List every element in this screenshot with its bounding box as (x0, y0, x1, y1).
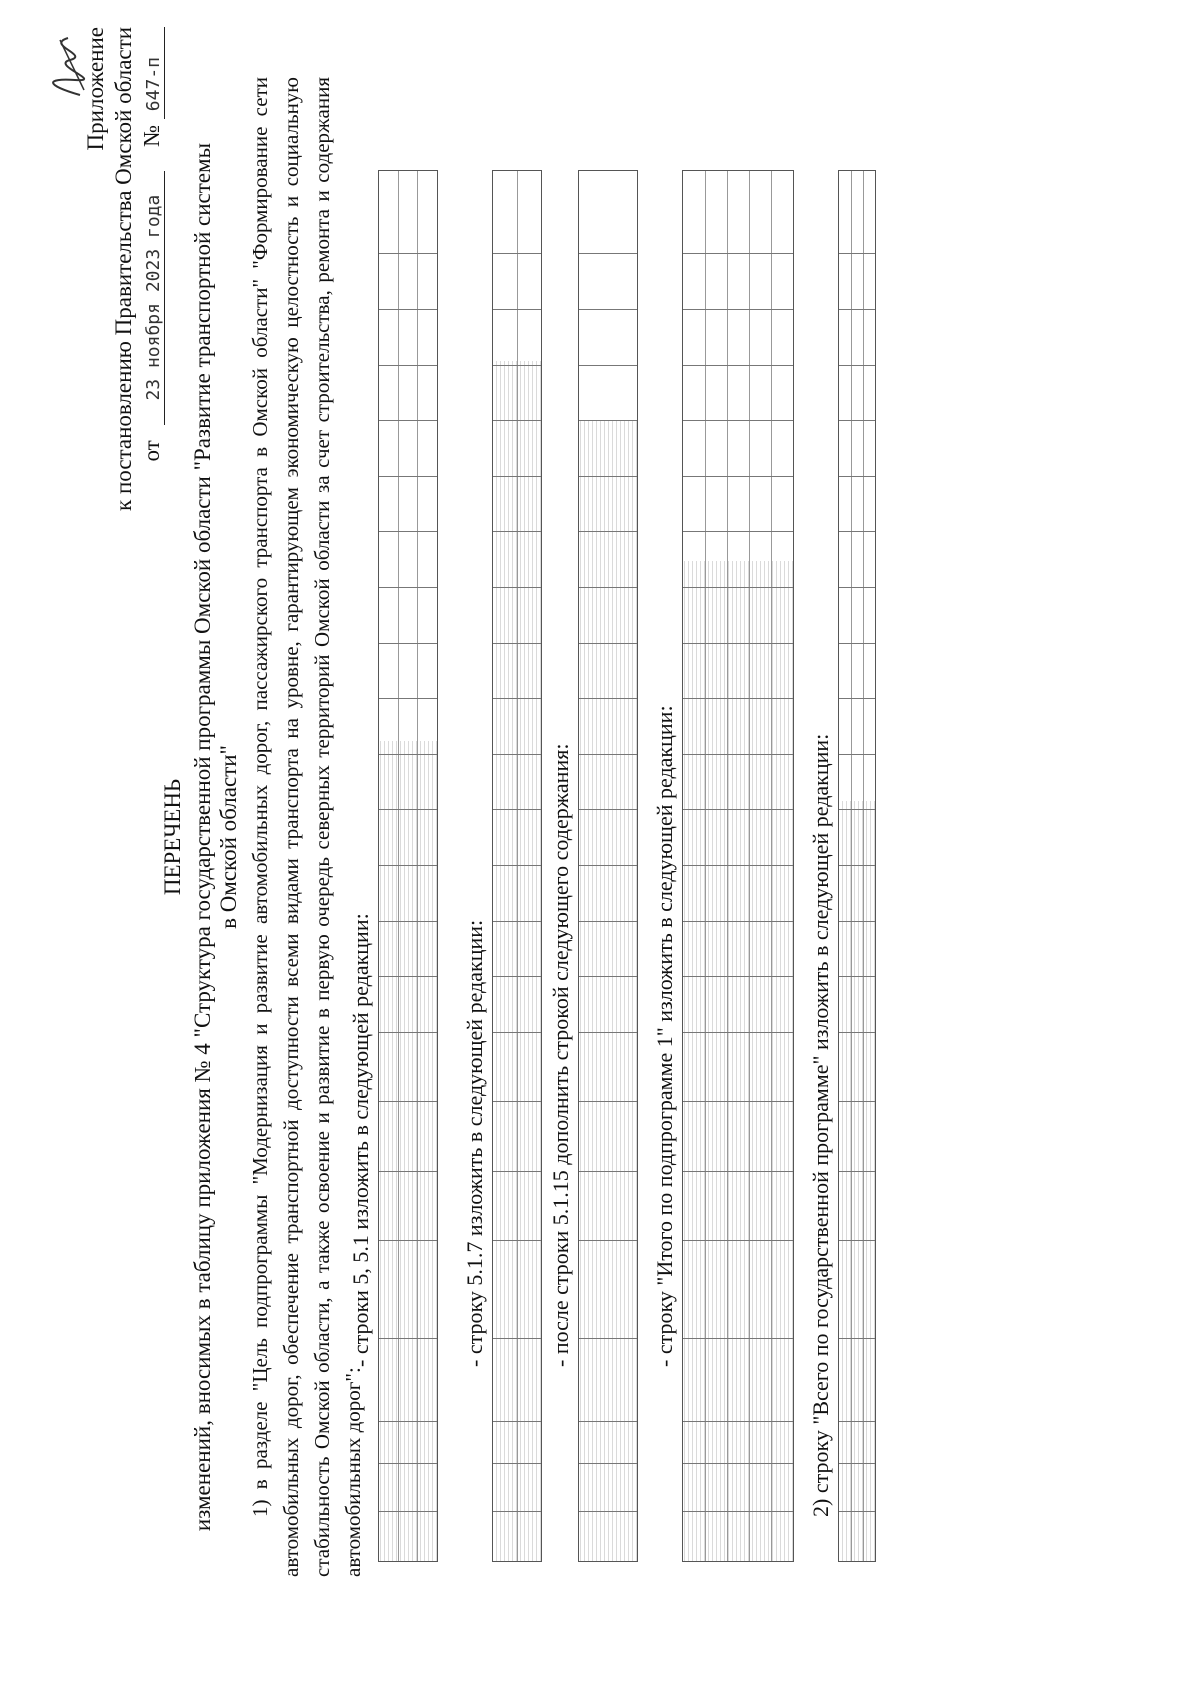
table-column-divider (493, 865, 541, 866)
table-column-divider (683, 1511, 793, 1512)
table-column-divider (379, 365, 437, 366)
table-column-divider (683, 643, 793, 644)
table-column-divider (683, 1032, 793, 1033)
item-rows-5-5-1: - строки 5, 5.1 изложить в следующей редакции: (348, 913, 373, 1367)
table-column-divider (683, 531, 793, 532)
table-column-divider (683, 587, 793, 588)
table-column-divider (493, 1421, 541, 1422)
table-column-divider (683, 1463, 793, 1464)
table-column-divider (493, 754, 541, 755)
table-column-divider (379, 643, 437, 644)
table-column-divider (493, 1240, 541, 1241)
table-row-5-1-7 (492, 170, 542, 1562)
table-column-divider (579, 1032, 637, 1033)
table-column-divider (839, 1240, 875, 1241)
appendix-header (82, 27, 168, 587)
table-column-divider (579, 643, 637, 644)
table-column-divider (839, 754, 875, 755)
table-new-row (578, 170, 638, 1562)
table-column-divider (579, 309, 637, 310)
table-column-divider (839, 531, 875, 532)
table-column-divider (683, 365, 793, 366)
table-column-divider (379, 1421, 437, 1422)
table-column-divider (579, 1338, 637, 1339)
table-column-divider (683, 1338, 793, 1339)
table-column-divider (683, 309, 793, 310)
table-column-divider (379, 1511, 437, 1512)
table-column-divider (379, 1338, 437, 1339)
table-column-divider (683, 976, 793, 977)
table-column-divider (493, 309, 541, 310)
item-subprogram-total: - строку "Итого по подпрограмме 1" изложить в следующей редакции: (652, 705, 677, 1367)
table-column-divider (379, 1171, 437, 1172)
table-column-divider (839, 1171, 875, 1172)
table-column-divider (683, 698, 793, 699)
table-column-divider (839, 253, 875, 254)
table-column-divider (579, 420, 637, 421)
table-column-divider (379, 921, 437, 922)
table-column-divider (683, 754, 793, 755)
table-column-divider (683, 809, 793, 810)
number-label: № (139, 124, 164, 147)
table-column-divider (839, 1421, 875, 1422)
table-column-divider (379, 420, 437, 421)
table-column-divider (493, 1338, 541, 1339)
table-column-divider (493, 1101, 541, 1102)
table-column-divider (839, 865, 875, 866)
paragraph-2: 2) строку "Всего по государственной программе" изложить в следующей редакции: (808, 733, 833, 1517)
table-column-divider (379, 754, 437, 755)
table-column-divider (839, 420, 875, 421)
table-column-divider (683, 865, 793, 866)
table-column-divider (493, 1463, 541, 1464)
title-heading: ПЕРЕЧЕНЬ (160, 778, 185, 896)
table-column-divider (493, 365, 541, 366)
document-title (160, 137, 242, 1537)
table-rows-5-5-1 (378, 170, 438, 1562)
table-column-divider (493, 1511, 541, 1512)
table-column-divider (379, 1032, 437, 1033)
table-column-divider (839, 1101, 875, 1102)
title-subtitle: изменений, вносимых в таблицу приложения № 4 "Структура государственной программы Омской области "Развитие транспортной системы в Омской области" (190, 142, 241, 1532)
table-column-divider (579, 1240, 637, 1241)
table-program-total (838, 170, 876, 1562)
table-column-divider (379, 253, 437, 254)
table-column-divider (379, 1463, 437, 1464)
item-after-5-1-15: - после строки 5.1.15 дополнить строкой следующего содержания: (548, 743, 573, 1367)
table-column-divider (493, 476, 541, 477)
table-column-divider (683, 253, 793, 254)
table-column-divider (839, 1338, 875, 1339)
table-column-divider (579, 253, 637, 254)
table-column-divider (579, 531, 637, 532)
table-column-divider (683, 1171, 793, 1172)
table-column-divider (379, 531, 437, 532)
table-column-divider (839, 1032, 875, 1033)
resolution-line: к постановлению Правительства Омской области (111, 27, 136, 511)
appendix-label: Приложение (83, 27, 108, 151)
table-column-divider (493, 809, 541, 810)
table-column-divider (379, 1240, 437, 1241)
table-column-divider (493, 698, 541, 699)
table-column-divider (683, 1240, 793, 1241)
table-column-divider (839, 643, 875, 644)
table-column-divider (579, 1171, 637, 1172)
table-column-divider (579, 865, 637, 866)
table-column-divider (493, 587, 541, 588)
table-column-divider (493, 643, 541, 644)
table-column-divider (683, 1101, 793, 1102)
table-column-divider (683, 476, 793, 477)
table-column-divider (683, 921, 793, 922)
table-column-divider (839, 809, 875, 810)
table-column-divider (839, 476, 875, 477)
table-column-divider (839, 587, 875, 588)
table-column-divider (579, 754, 637, 755)
table-column-divider (493, 1032, 541, 1033)
table-column-divider (579, 365, 637, 366)
table-column-divider (493, 253, 541, 254)
table-column-divider (579, 921, 637, 922)
table-column-divider (839, 1463, 875, 1464)
paragraph-1: 1) в разделе "Цель подпрограммы "Модернизация и развитие автомобильных дорог, пассажирского транспорта в Омской области" "Формирование сети автомобильных дорог, обеспечение транспортной доступности всеми видами транспорта на уровне, гарантирующем экономическую целостность и социальную стабильность Омской области, а также освоение и развитие в первую очередь северных территорий Омской области за счет строительства, ремонта и содержания автомобильных дорог": (248, 77, 365, 1577)
table-column-divider (379, 976, 437, 977)
table-column-divider (579, 587, 637, 588)
table-column-divider (379, 1101, 437, 1102)
table-column-divider (579, 809, 637, 810)
table-column-divider (839, 309, 875, 310)
table-column-divider (379, 865, 437, 866)
resolution-date: 23 ноября 2023 года (143, 171, 165, 425)
table-column-divider (579, 698, 637, 699)
table-column-divider (493, 1171, 541, 1172)
table-column-divider (493, 976, 541, 977)
table-column-divider (579, 1463, 637, 1464)
table-column-divider (379, 698, 437, 699)
handwritten-signature (40, 30, 90, 100)
table-column-divider (839, 976, 875, 977)
table-column-divider (379, 309, 437, 310)
table-column-divider (379, 809, 437, 810)
table-column-divider (493, 921, 541, 922)
table-column-divider (493, 420, 541, 421)
table-column-divider (579, 476, 637, 477)
table-column-divider (579, 976, 637, 977)
table-column-divider (683, 420, 793, 421)
table-column-divider (839, 698, 875, 699)
table-column-divider (683, 1421, 793, 1422)
table-column-divider (579, 1421, 637, 1422)
table-column-divider (579, 1101, 637, 1102)
resolution-number: 647-п (143, 27, 165, 119)
table-column-divider (839, 1511, 875, 1512)
table-column-divider (839, 365, 875, 366)
item-row-5-1-7: - строку 5.1.7 изложить в следующей редакции: (462, 919, 487, 1367)
table-column-divider (493, 531, 541, 532)
table-column-divider (839, 921, 875, 922)
date-prefix: от (139, 440, 164, 462)
table-column-divider (379, 587, 437, 588)
table-column-divider (579, 1511, 637, 1512)
table-column-divider (379, 476, 437, 477)
table-subprogram-total (682, 170, 794, 1562)
